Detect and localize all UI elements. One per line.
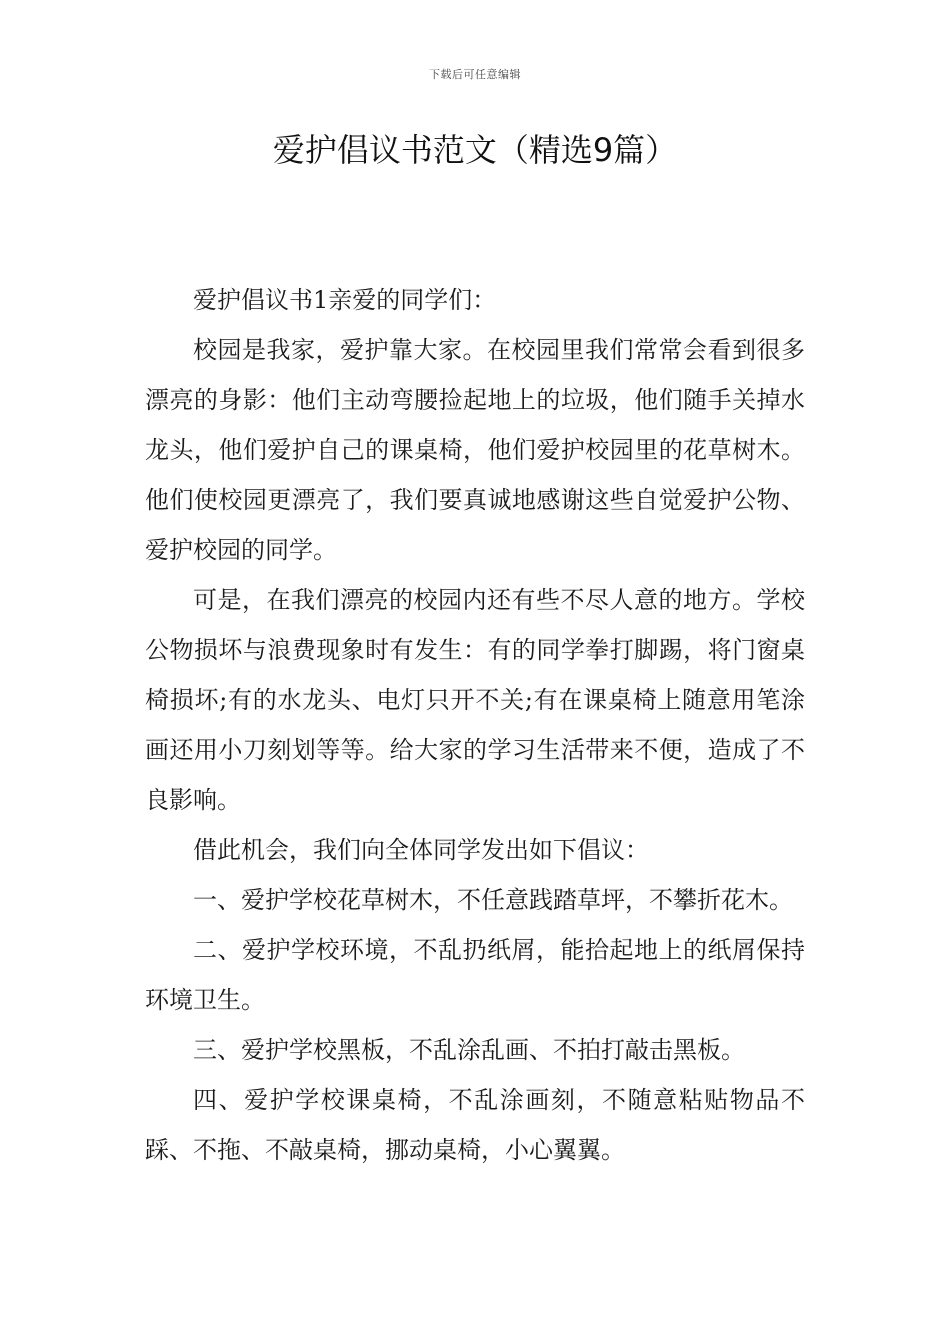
proposal-item: 三、爱护学校黑板，不乱涂乱画、不拍打敲击黑板。 <box>193 1036 745 1064</box>
proposal-item: 四、爱护学校课桌椅，不乱涂画刻，不随意粘贴物品不踩、不拖、不敲桌椅，挪动桌椅，小心翼翼。 <box>145 1086 805 1164</box>
proposal-item: 一、爱护学校花草树木，不任意践踏草坪，不攀折花木。 <box>193 886 793 914</box>
header-note: 下载后可任意编辑 <box>429 68 521 81</box>
paragraph: 校园是我家，爱护靠大家。在校园里我们常常会看到很多漂亮的身影：他们主动弯腰捡起地上的垃圾，他们随手关掉水龙头，他们爱护自己的课桌椅，他们爱护校园里的花草树木。他们使校园更漂亮了，我们要真诚地感谢这些自觉爱护公物、爱护校园的同学。 <box>145 336 805 564</box>
paragraph-salutation: 爱护倡议书1亲爱的同学们： <box>193 286 497 314</box>
document-body <box>145 275 805 1175</box>
document-title: 爱护倡议书范文（精选9篇） <box>272 131 678 169</box>
paragraph: 借此机会，我们向全体同学发出如下倡议： <box>193 836 649 864</box>
paragraph: 可是，在我们漂亮的校园内还有些不尽人意的地方。学校公物损坏与浪费现象时有发生：有的同学拳打脚踢，将门窗桌椅损坏;有的水龙头、电灯只开不关;有在课桌椅上随意用笔涂画还用小刀刻划等等。给大家的学习生活带来不便，造成了不良影响。 <box>145 586 805 814</box>
proposal-item: 二、爱护学校环境，不乱扔纸屑，能拾起地上的纸屑保持环境卫生。 <box>145 936 805 1014</box>
